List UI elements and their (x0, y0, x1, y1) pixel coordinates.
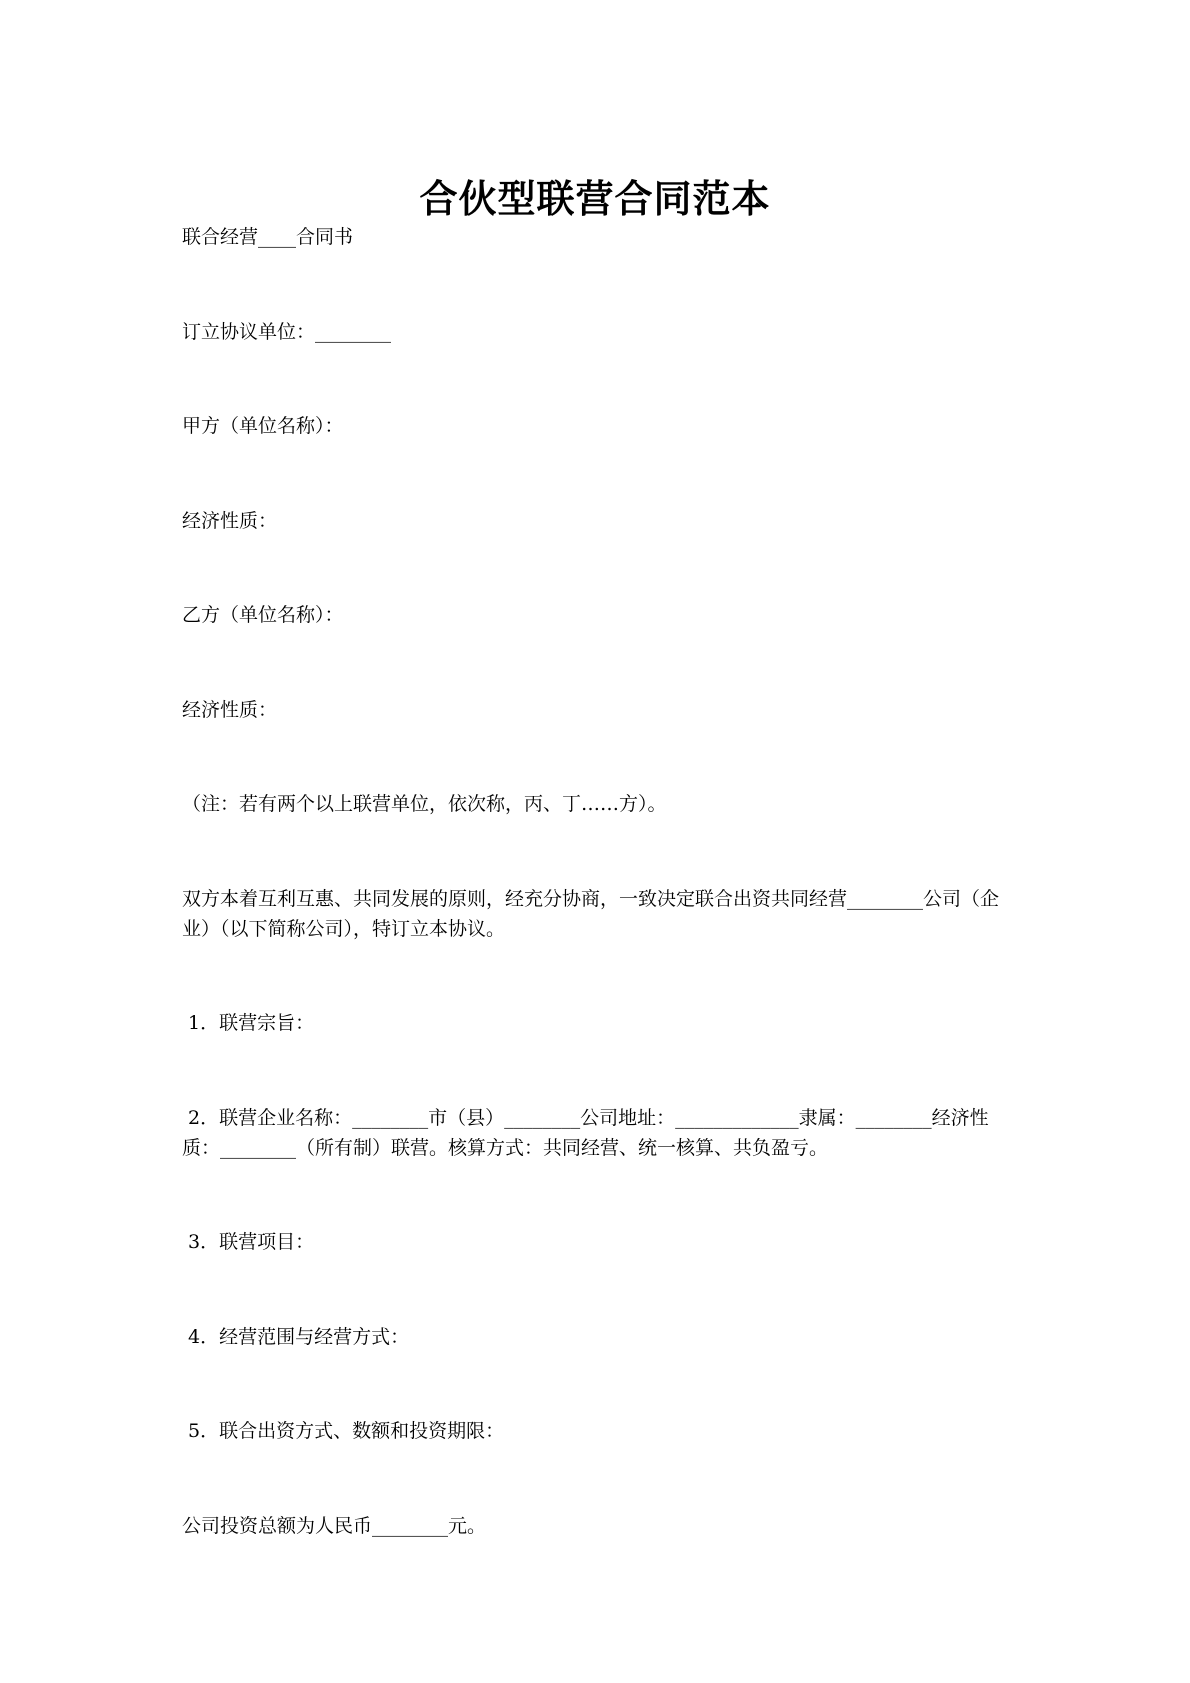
clause-3: 3．联营项目： (182, 1231, 315, 1253)
total-investment-line: 公司投资总额为人民币________元。 (182, 1514, 487, 1537)
clause-2: 2．联营企业名称：________市（县）________公司地址：_____________隶属：________经济性质：________（所有制）联营。核算方式：共同经营、统一核算、共负盈亏。 (182, 1106, 989, 1159)
document-body (182, 222, 1017, 1605)
note-paragraph: （注：若有两个以上联营单位，依次称，丙、丁……方）。 (182, 793, 667, 815)
party-b-nature-line: 经济性质： (182, 698, 278, 721)
clause-5: 5．联合出资方式、数额和投资期限： (182, 1420, 505, 1442)
party-b-name-line: 乙方（单位名称）： (182, 604, 344, 626)
clause-4: 4．经营范围与经营方式： (182, 1325, 410, 1348)
party-a-name-line: 甲方（单位名称）： (182, 415, 344, 437)
document-title: 合伙型联营合同范本 (419, 176, 771, 221)
preamble-paragraph: 双方本着互利互惠、共同发展的原则，经充分协商，一致决定联合出资共同经营________公司（企业）（以下简称公司），特订立本协议。 (182, 887, 1000, 940)
contract-heading-line: 联合经营____合同书 (182, 226, 354, 248)
clause-1: 1．联营宗旨： (182, 1012, 315, 1034)
signing-units-line: 订立协议单位：________ (182, 320, 392, 343)
party-a-nature-line: 经济性质： (182, 509, 278, 532)
